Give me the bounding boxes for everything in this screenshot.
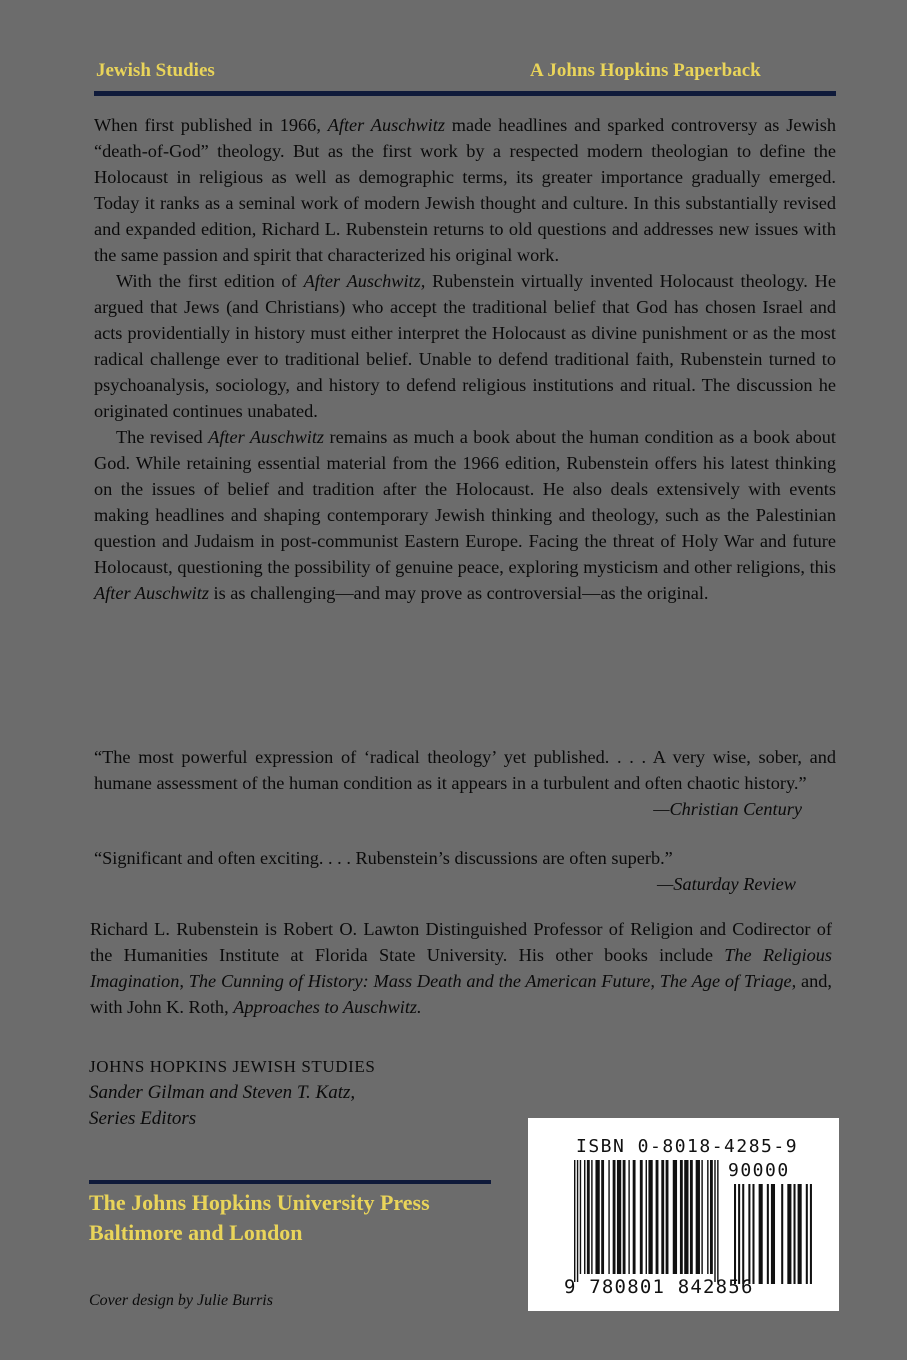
book-description xyxy=(94,112,836,606)
series-info xyxy=(89,1054,509,1132)
barcode-bar xyxy=(734,1184,736,1284)
barcode-bar xyxy=(781,1184,783,1284)
barcode-bar xyxy=(666,1160,669,1274)
barcode-bar xyxy=(696,1160,700,1274)
publisher-divider xyxy=(89,1180,491,1184)
series-editors-role: Series Editors xyxy=(89,1108,197,1129)
italic-title: Approaches to Auschwitz. xyxy=(233,997,422,1017)
barcode-bar xyxy=(810,1184,812,1284)
barcode-bar xyxy=(640,1160,643,1274)
quote-text: “The most powerful expression of ‘radical theology’ yet published. . . . A very wise, sober, and humane assessment of the human condition as it appears in a turbulent and often chaotic history.” xyxy=(94,747,836,793)
quote-text: “Significant and often exciting. . . . Rubenstein’s discussions are often superb.” xyxy=(94,848,673,868)
barcode-bar xyxy=(591,1160,592,1274)
barcode-bar xyxy=(787,1184,791,1284)
barcode-bar xyxy=(680,1160,683,1274)
barcode-bar xyxy=(584,1160,585,1274)
review-quote xyxy=(94,744,836,822)
addon-barcode-bars xyxy=(734,1184,812,1284)
publisher-location: Baltimore and London xyxy=(89,1220,303,1245)
paperback-label: A Johns Hopkins Paperback xyxy=(530,60,761,81)
italic-title: After Auschwitz xyxy=(208,427,325,447)
barcode-bar xyxy=(707,1160,708,1274)
barcode-bar xyxy=(771,1184,775,1284)
description-paragraph: With the first edition of After Auschwitz, Rubenstein virtually invented Holocaust theology. He argued that Jews (and Christians) who accept the traditional belief that God has chosen Israel and acts providentially in history must either interpret the Holocaust as divine punishment or as the most radical challenge ever to traditional belief. Unable to defend traditional faith, Rubenstein turned to psychoanalysis, sociology, and history to defend religious institutions and ritual. The discussion he originated continues unabated. xyxy=(94,271,836,421)
barcode-bar xyxy=(587,1160,590,1274)
barcode-bar xyxy=(714,1160,715,1282)
publisher-info xyxy=(89,1188,430,1248)
barcode-bar xyxy=(752,1184,754,1284)
description-paragraph: The revised After Auschwitz remains as much a book about the human condition as a book about God. While retaining essential material from the 1966 edition, Rubenstein offers his latest thinking on the issues of belief and tradition after the Holocaust. He also deals extensively with events making headlines and shaping contemporary Jewish thinking and theology, such as the Palestinian question and Judaism in post-communist Eastern Europe. Facing the threat of Holy War and future Holocaust, questioning the possibility of genuine peace, exploring mysticism and other religions, this After Auschwitz is as challenging—and may prove as controversial—as the original. xyxy=(94,427,837,603)
barcode-bar xyxy=(673,1160,677,1274)
series-editors: Sander Gilman and Steven T. Katz, xyxy=(89,1082,356,1103)
barcode-bar xyxy=(580,1160,581,1274)
barcode-bar xyxy=(595,1160,599,1274)
italic-title: After Auschwitz xyxy=(94,583,209,603)
ean-barcode-bars xyxy=(574,1160,719,1282)
barcode-bar xyxy=(798,1184,802,1284)
barcode-bar xyxy=(710,1160,713,1274)
isbn-label: ISBN 0-8018-4285-9 xyxy=(576,1136,799,1157)
cover-credit: Cover design by Julie Burris xyxy=(89,1292,273,1309)
barcode-bar xyxy=(601,1160,604,1274)
barcode-bar xyxy=(690,1160,693,1274)
barcode-bar xyxy=(633,1160,636,1274)
ean-digits-label: 9 780801 842856 xyxy=(564,1276,754,1298)
barcode-bar xyxy=(613,1160,616,1274)
author-bio-text: Richard L. Rubenstein is Robert O. Lawton Distinguished Professor of Religion and Codirector of the Humanities Institute at Florida State University. His other books include The Religious Imagination, The Cunning of History: Mass Death and the American Future, The Age of Triage, and, with John K. Roth, Approaches to Auschwitz. xyxy=(90,919,832,1017)
barcode-bar xyxy=(738,1184,740,1284)
italic-title: The Religious Imagination, The Cunning of History: Mass Death and the American Future, The Age of Triage, xyxy=(90,945,832,991)
barcode-bar xyxy=(646,1160,647,1274)
barcode-bar xyxy=(648,1160,652,1274)
publisher-name: The Johns Hopkins University Press xyxy=(89,1190,430,1215)
barcode-bar xyxy=(661,1160,664,1274)
barcode-bar xyxy=(717,1160,718,1282)
barcode-bar xyxy=(628,1160,629,1274)
barcode-bar xyxy=(656,1160,659,1274)
barcode-bar xyxy=(767,1184,769,1284)
italic-title: After Auschwitz xyxy=(327,115,445,135)
series-name: JOHNS HOPKINS JEWISH STUDIES xyxy=(89,1057,376,1076)
barcode-bar xyxy=(617,1160,621,1274)
barcode-bar xyxy=(574,1160,575,1282)
quote-source: —Christian Century xyxy=(653,799,802,819)
author-bio xyxy=(90,916,832,1020)
barcode-bar xyxy=(742,1184,744,1284)
description-paragraph: When first published in 1966, After Auschwitz made headlines and sparked controversy as Jewish “death-of-God” theology. But as the first work by a respected modern theologian to define the Holocaust in religious as well as demographic terms, its greater importance gradually emerged. Today it ranks as a seminal work of modern Jewish thought and culture. In this substantially revised and expanded edition, Richard L. Rubenstein returns to old questions and addresses new issues with the same passion and spirit that characterized his original work. xyxy=(94,115,836,265)
quote-source: —Saturday Review xyxy=(657,874,796,894)
price-addon-label: 90000 xyxy=(728,1160,790,1181)
barcode-bar xyxy=(759,1184,763,1284)
barcode-panel xyxy=(528,1118,839,1311)
barcode-bar xyxy=(806,1184,808,1284)
review-quote xyxy=(94,845,836,897)
series-label: Jewish Studies xyxy=(96,60,215,81)
barcode-bar xyxy=(577,1160,578,1282)
barcode-bar xyxy=(684,1160,688,1274)
top-divider xyxy=(94,91,836,96)
barcode-bar xyxy=(748,1184,750,1284)
barcode-bar xyxy=(623,1160,626,1274)
barcode-bar xyxy=(608,1160,609,1274)
barcode-bar xyxy=(701,1160,702,1274)
italic-title: After Auschwitz, xyxy=(303,271,426,291)
barcode-bar xyxy=(793,1184,795,1284)
